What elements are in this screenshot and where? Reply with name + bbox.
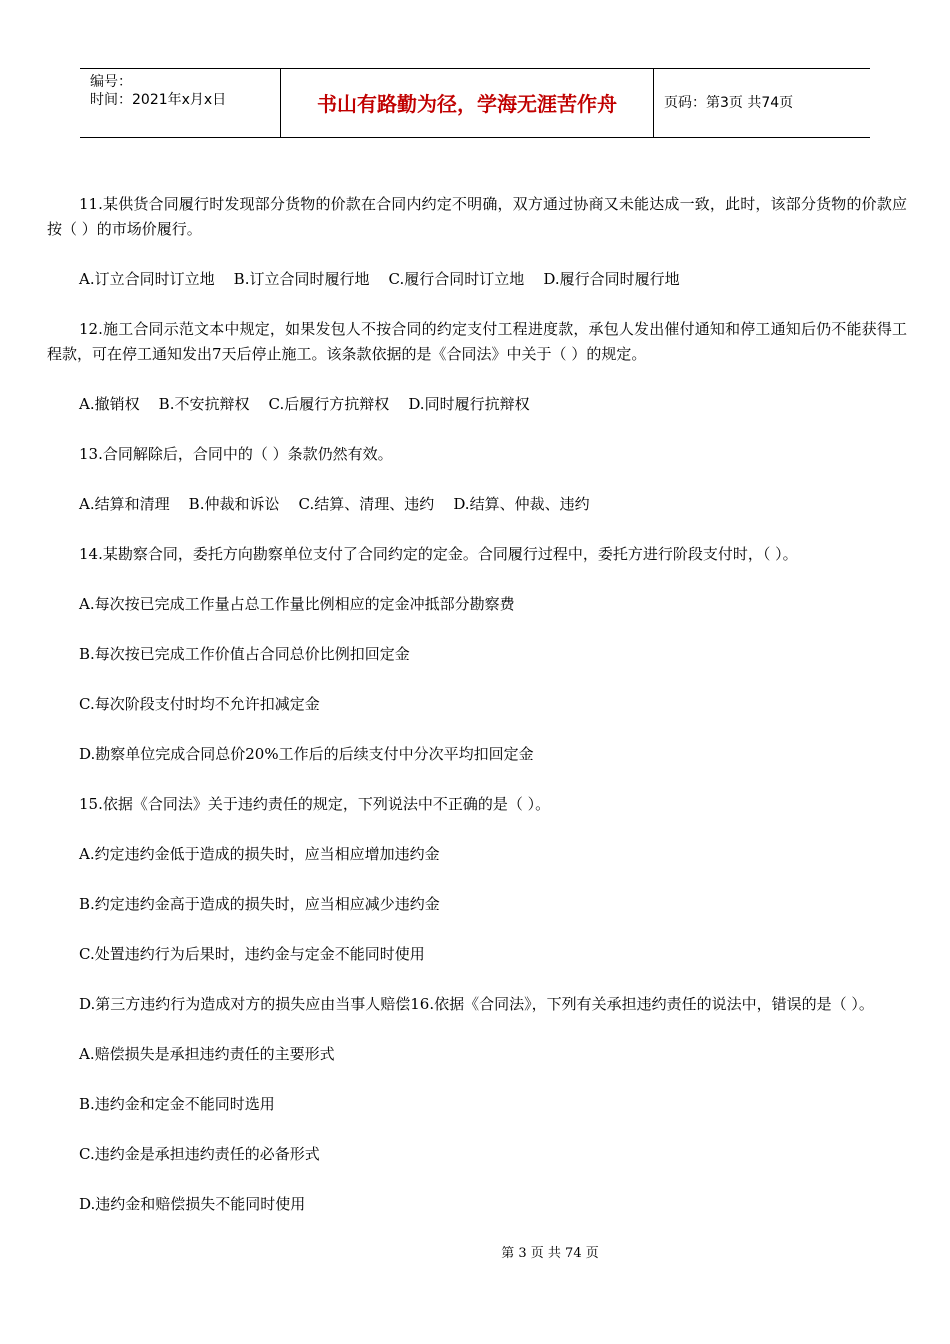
- answer-option: A.撤销权 B.不安抗辩权 C.后履行方抗辩权 D.同时履行抗辩权: [79, 395, 530, 413]
- document-number-label: 编号：: [90, 74, 132, 90]
- question-text: 14.某勘察合同，委托方向勘察单位支付了合同约定的定金。合同履行过程中，委托方进行阶段支付时，（ ）。: [79, 545, 798, 563]
- answer-option: B.每次按已完成工作价值占合同总价比例扣回定金: [79, 645, 410, 663]
- question-text: 15.依据《合同法》关于违约责任的规定，下列说法中不正确的是（ ）。: [79, 795, 551, 813]
- paragraph-spacer: [47, 1017, 907, 1042]
- page-footer: 第 3 页 共 74 页: [501, 1246, 599, 1261]
- answer-option: A.订立合同时订立地 B.订立合同时履行地 C.履行合同时订立地 D.履行合同时履行地: [79, 270, 680, 288]
- paragraph-spacer: [47, 917, 907, 942]
- paragraph-spacer: [47, 617, 907, 642]
- paragraph-spacer: [47, 367, 907, 392]
- paragraph-spacer: [47, 717, 907, 742]
- answer-option: B.约定违约金高于造成的损失时，应当相应减少违约金: [79, 895, 440, 913]
- paragraph-spacer: [47, 1217, 907, 1242]
- paragraph-spacer: [47, 817, 907, 842]
- header-page-cell: [654, 69, 870, 137]
- paragraph-spacer: [47, 417, 907, 442]
- paragraph-spacer: [47, 1167, 907, 1192]
- answer-option: A.结算和清理 B.仲裁和诉讼 C.结算、清理、违约 D.结算、仲裁、违约: [79, 495, 590, 513]
- paragraph-spacer: [47, 567, 907, 592]
- answer-option: A.约定违约金低于造成的损失时，应当相应增加违约金: [79, 845, 440, 863]
- answer-option: C.处置违约行为后果时，违约金与定金不能同时使用: [79, 945, 425, 963]
- paragraph-spacer: [47, 1067, 907, 1092]
- paragraph-spacer: [47, 467, 907, 492]
- paragraph-spacer: [47, 292, 907, 317]
- answer-option: A.赔偿损失是承担违约责任的主要形式: [79, 1045, 335, 1063]
- header-page-info: 页码：第3页 共74页: [664, 95, 794, 111]
- paragraph-spacer: [47, 767, 907, 792]
- answer-option: C.每次阶段支付时均不允许扣减定金: [79, 695, 320, 713]
- paragraph-spacer: [47, 517, 907, 542]
- paragraph-spacer: [47, 667, 907, 692]
- answer-option: A.每次按已完成工作量占总工作量比例相应的定金冲抵部分勘察费: [79, 595, 515, 613]
- answer-option: D.违约金和赔偿损失不能同时使用: [79, 1195, 306, 1213]
- header-info-cell: [80, 69, 281, 137]
- question-text: 12.施工合同示范文本中规定，如果发包人不按合同的约定支付工程进度款，承包人发出催付通知和停工通知后仍不能获得工程款，可在停工通知发出7天后停止施工。该条款依据的是《合同法》中关于（ ）的规定。: [47, 320, 907, 363]
- paragraph-spacer: [47, 1117, 907, 1142]
- paragraph-spacer: [47, 867, 907, 892]
- header-motto: 书山有路勤为径，学海无涯苦作舟: [317, 92, 617, 116]
- question-text: D.第三方违约行为造成对方的损失应由当事人赔偿16.依据《合同法》，下列有关承担违约责任的说法中，错误的是（ ）。: [79, 995, 874, 1013]
- answer-option: D.勘察单位完成合同总价20%工作后的后续支付中分次平均扣回定金: [79, 745, 534, 763]
- header-motto-cell: [281, 69, 654, 137]
- question-text: 13.合同解除后，合同中的（ ）条款仍然有效。: [79, 445, 393, 463]
- answer-option: B.违约金和定金不能同时选用: [79, 1095, 275, 1113]
- document-time-label: 时间：2021年x月x日: [90, 92, 227, 108]
- paragraph-spacer: [47, 967, 907, 992]
- document-body: [47, 192, 907, 1242]
- page-header: [80, 68, 870, 138]
- paragraph-spacer: [47, 242, 907, 267]
- question-text: 11.某供货合同履行时发现部分货物的价款在合同内约定不明确，双方通过协商又未能达成一致，此时，该部分货物的价款应按（ ）的市场价履行。: [47, 195, 907, 238]
- answer-option: C.违约金是承担违约责任的必备形式: [79, 1145, 320, 1163]
